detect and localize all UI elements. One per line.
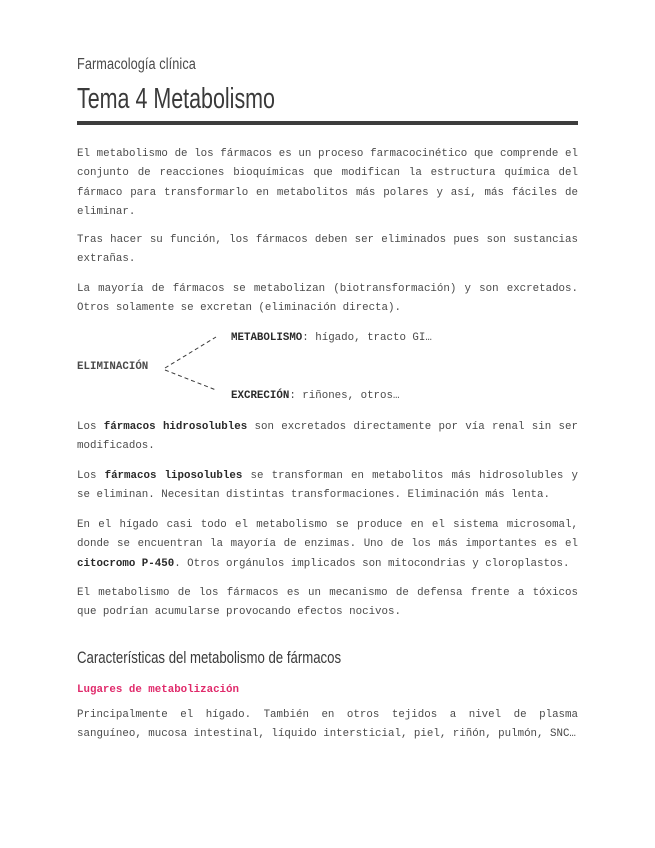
diagram-branch-excrecion [231, 390, 399, 402]
metabolismo-label: METABOLISMO [231, 332, 303, 344]
p5-bold-term: fármacos liposolubles [104, 470, 243, 482]
p6-prefix: En el hígado casi todo el metabolismo se produce en el sistema microsomal, donde se encuentran la mayoría de enzimas. Uno de los más importantes es el [77, 519, 578, 551]
page-title: Tema 4 Metabolismo [77, 83, 275, 115]
metabolismo-detail: : hígado, tracto GI… [302, 332, 432, 344]
paragraph-elimination: Tras hacer su función, los fármacos deben ser eliminados pues son sustancias extrañas. [77, 234, 578, 266]
diagram-arrows [160, 330, 230, 400]
excrecion-label: EXCRECIÓN [231, 390, 290, 402]
paragraph-hydrosoluble [77, 418, 578, 457]
diagram-root-label: ELIMINACIÓN [77, 361, 149, 373]
p6-bold-term: citocromo P-450 [77, 557, 175, 570]
section-heading: Características del metabolismo de fármacos [77, 649, 342, 667]
p5-suffix: se transforman en metabolitos más hidrosolubles y se eliminan. Necesitan distintas transformaciones. Eliminación más lenta. [77, 470, 578, 502]
paragraph-defense: El metabolismo de los fármacos es un mecanismo de defensa frente a tóxicos que podrían acumularse provocando efectos nocivos. [77, 587, 578, 619]
arrow-to-metabolismo [165, 337, 216, 368]
paragraph-intro: El metabolismo de los fármacos es un proceso farmacocinético que comprende el conjunto de reacciones bioquímicas que modifican la estructura química del fármaco para transformarlo en metabolitos más polares y así, más fáciles de eliminar. [77, 148, 578, 218]
paragraph-liver [77, 516, 578, 574]
subsection-heading: Lugares de metabolización [77, 684, 239, 696]
title-rule [77, 121, 578, 125]
p5-prefix: Los [77, 470, 105, 482]
diagram-branch-metabolismo [231, 332, 432, 344]
p4-suffix: son excretados directamente por vía renal sin ser modificados. [77, 421, 578, 453]
p4-bold-term: fármacos hidrosolubles [103, 421, 248, 433]
arrow-to-excrecion [165, 370, 216, 390]
paragraph-sites: Principalmente el hígado. También en otros tejidos a nivel de plasma sanguíneo, mucosa intestinal, líquido intersticial, piel, riñón, pulmón, SNC… [77, 709, 578, 741]
paragraph-majority: La mayoría de fármacos se metabolizan (biotransformación) y son excretados. Otros solamente se excretan (eliminación directa). [77, 283, 578, 315]
excrecion-detail: : riñones, otros… [289, 390, 400, 402]
p4-prefix: Los [77, 421, 104, 433]
paragraph-liposoluble [77, 467, 578, 506]
p6-suffix: . Otros orgánulos implicados son mitocondrias y cloroplastos. [174, 557, 570, 570]
document-subtitle: Farmacología clínica [77, 56, 196, 73]
